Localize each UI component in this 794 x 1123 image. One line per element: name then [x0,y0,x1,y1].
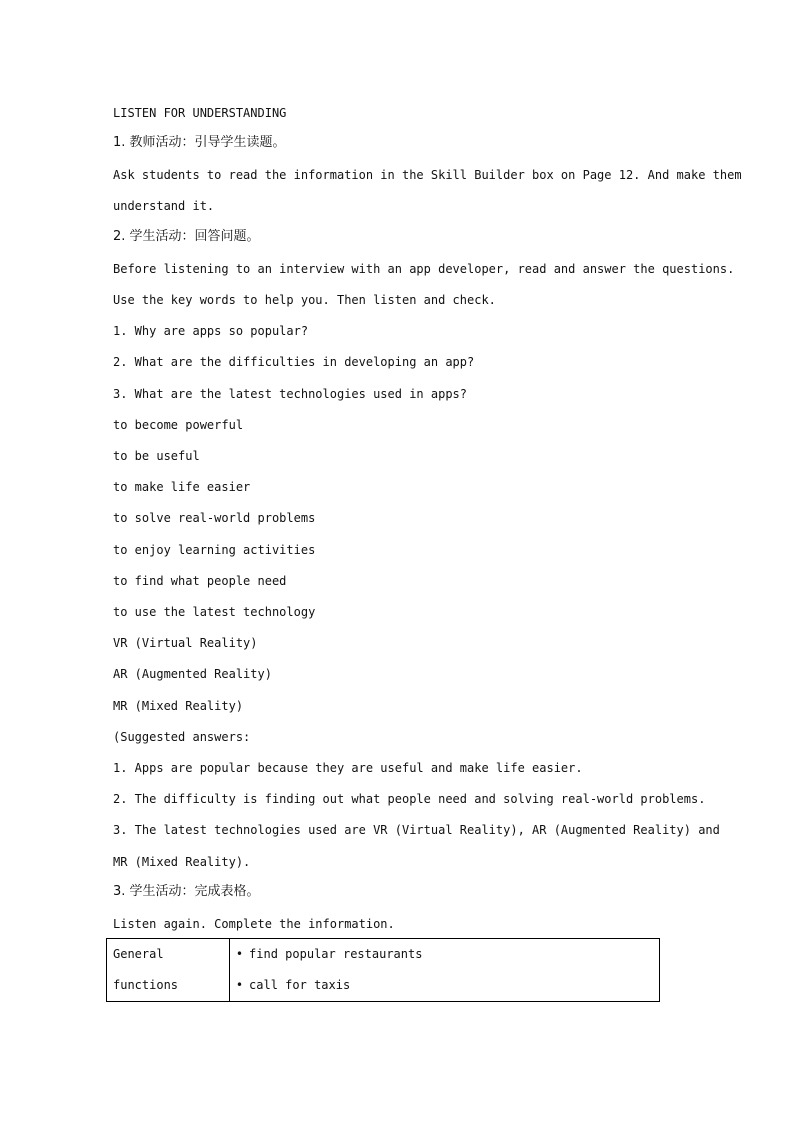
table-row [107,939,660,1002]
key-word-line: VR (Virtual Reality) [113,636,258,650]
instruction-line: Before listening to an interview with an app developer, read and answer the questions. [113,262,735,276]
bullet-icon: • [235,947,244,961]
key-word-line: to make life easier [113,480,251,494]
functions-table [106,938,660,1002]
key-word-line: to be useful [113,449,200,463]
question-line: 1. Why are apps so popular? [113,324,309,338]
list-item [230,939,659,970]
list-item-text: find popular restaurants [249,947,423,961]
answers-heading: (Suggested answers: [113,730,251,744]
answer-line: 2. The difficulty is finding out what people need and solving real-world problems. [113,792,706,806]
instruction-line: understand it. [113,199,215,213]
instruction-line: Use the key words to help you. Then listen and check. [113,293,496,307]
list-item-text: call for taxis [249,978,351,992]
teacher-activity-line: 1. 教师活动：引导学生读题。 [113,135,286,150]
question-line: 3. What are the latest technologies used in apps? [113,387,468,401]
student-activity-line: 3. 学生活动：完成表格。 [113,884,260,899]
key-word-line: to become powerful [113,418,244,432]
key-word-line: to find what people need [113,574,287,588]
key-word-line: AR (Augmented Reality) [113,667,272,681]
answer-line: 3. The latest technologies used are VR (Virtual Reality), AR (Augmented Reality) and [113,823,720,837]
list-item [230,970,659,1001]
answer-line: 1. Apps are popular because they are useful and make life easier. [113,761,583,775]
key-word-line: to solve real-world problems [113,511,316,525]
table-label-line: General [113,947,164,961]
key-word-line: to use the latest technology [113,605,316,619]
answer-line: MR (Mixed Reality). [113,855,251,869]
student-activity-line: 2. 学生活动：回答问题。 [113,229,260,244]
table-items-cell [229,939,659,1002]
table-label-line: functions [113,978,179,992]
table-label-cell [107,939,230,1002]
key-word-line: MR (Mixed Reality) [113,699,244,713]
question-line: 2. What are the difficulties in developing an app? [113,355,475,369]
bullet-icon: • [235,978,244,992]
instruction-line: Ask students to read the information in the Skill Builder box on Page 12. And make them [113,168,742,182]
instruction-line: Listen again. Complete the information. [113,917,395,931]
section-heading: LISTEN FOR UNDERSTANDING [113,106,287,120]
key-word-line: to enjoy learning activities [113,543,316,557]
